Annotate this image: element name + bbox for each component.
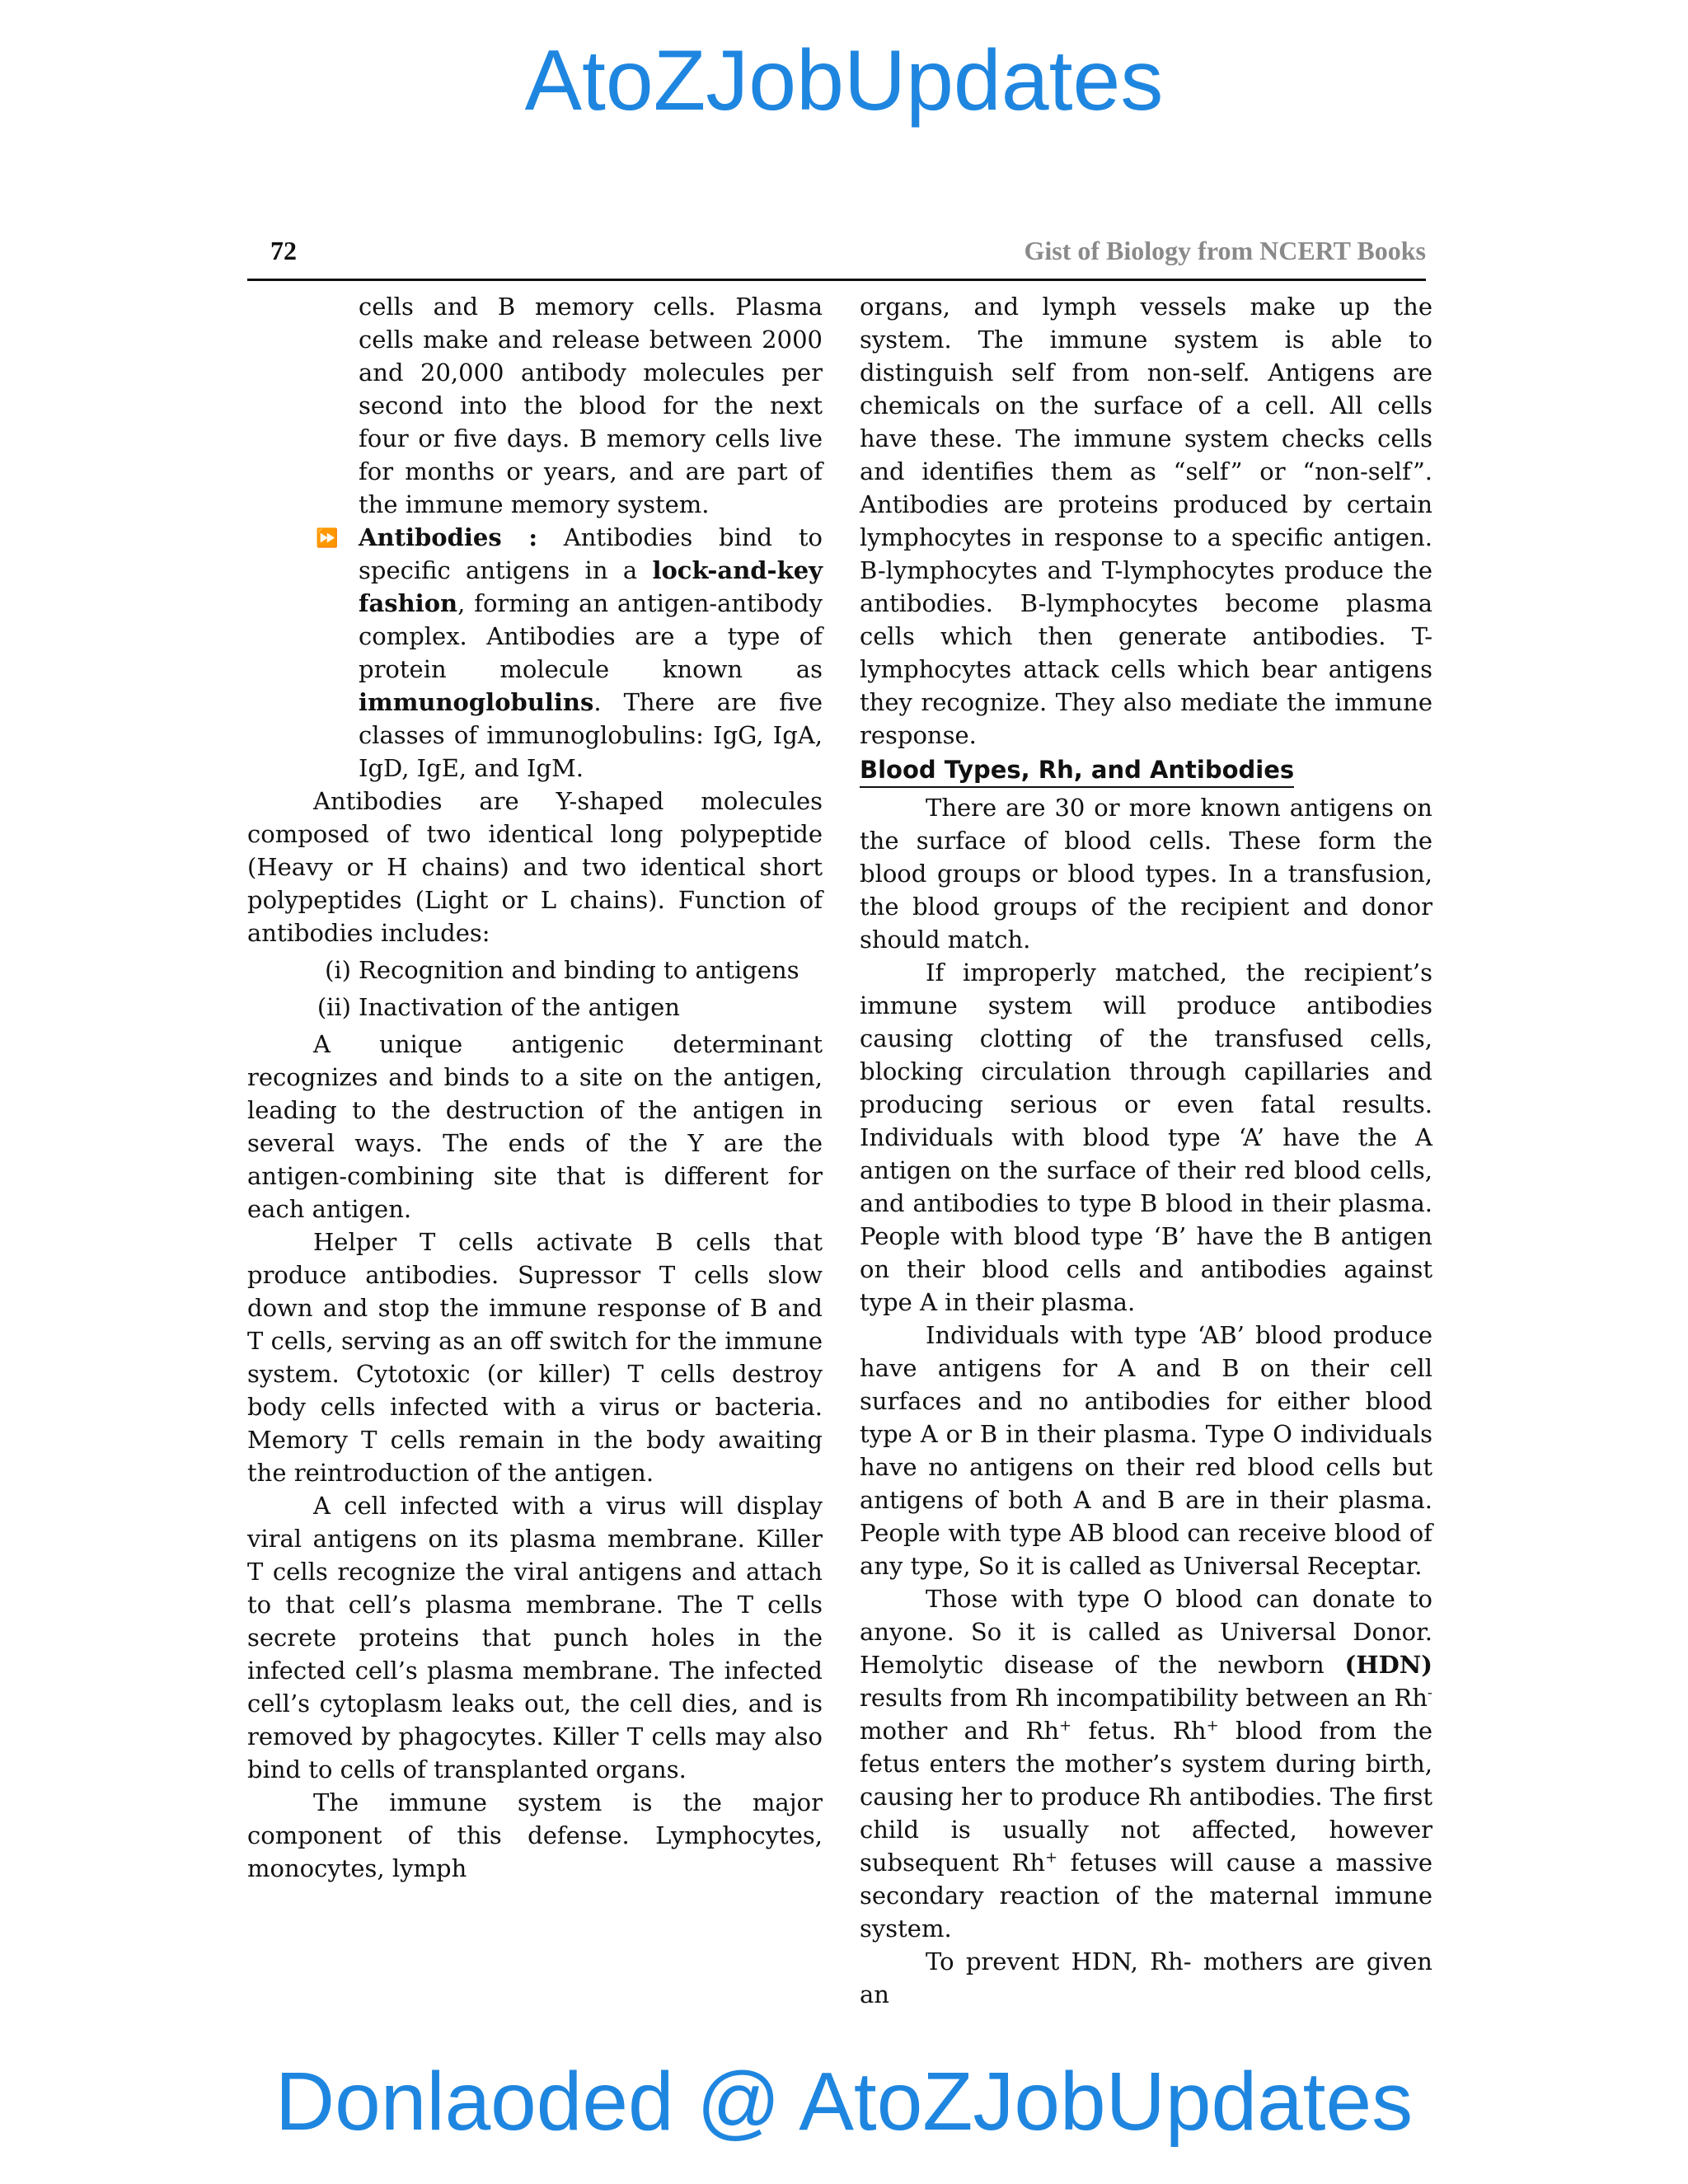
page-header [247,232,1426,281]
bullet-bold-term: immunoglobulins [359,688,594,716]
text-run: blood from the fetus enters the mother’s system during birth, causing her to produce Rh antibodies. The first child is usually not affected, however subsequent Rh [860,1717,1432,1877]
text-run: fetuses will cause a massive secondary reaction of the maternal immune system. [860,1849,1432,1943]
list-text: Inactivation of the antigen [359,993,680,1021]
paragraph-infected-cell: A cell infected with a virus will display viral antigens on its plasma membrane. Killer T cells recognize the viral antigens and attach to that cell’s plasma membrane. The T cells secrete proteins that punch holes in the infected cell’s plasma membrane. The infected cell’s cytoplasm leaks out, the cell dies, and is removed by phagocytes. Killer T cells may also bind to cells of transplanted organs. [247,1492,823,1783]
text-run: fetus. Rh [1071,1717,1207,1745]
bullet-text: , forming an antigen-antibody complex. Antibodies are a type of protein molecule known as [359,589,823,683]
list-number: (ii) [316,993,351,1021]
right-column [860,290,1432,2011]
paragraph-blood-antigens: There are 30 or more known antigens on the surface of blood cells. These form the blood groups or blood types. In a transfusion, the blood groups of the recipient and donor should match. [860,794,1432,954]
running-title: Gist of Biology from NCERT Books [1024,236,1426,265]
superscript: + [1206,1717,1219,1735]
text-run: Those with type O blood can donate to anyone. So it is called as Universal Donor. Hemolytic disease of the newborn [860,1585,1432,1679]
watermark-bottom: Donlaoded @ AtoZJobUpdates [274,2055,1414,2148]
paragraph-immune-system: The immune system is the major component of this defense. Lymphocytes, monocytes, lymph [247,1788,823,1882]
bullet-label: Antibodies : [359,523,538,551]
list-item [247,991,823,1024]
page-number: 72 [270,236,297,265]
superscript: + [1045,1849,1058,1867]
list-text: Recognition and binding to antigens [359,956,799,984]
paragraph-prevent-hdn: To prevent HDN, Rh- mothers are given an [860,1947,1432,2008]
text-run: mother and Rh [860,1717,1059,1745]
bullet-text: Antibodies bind to specific antigens in a [359,523,823,584]
paragraph-immune-system-cont: organs, and lymph vessels make up the system. The immune system is able to distinguish self from non-self. Antigens are chemicals on the surface of a cell. All cells have these. The immune system checks cells and identifies them as “self” or “non-self”. Antibodies are proteins produced by certain lymphocytes in response to a specific antigen. B-lymphocytes and T-lymphocytes produce the antibodies. B-lymphocytes become plasma cells which then generate antibodies. T-lymphocytes attack cells which bear antigens they recognize. They also mediate the immune response. [860,293,1432,749]
superscript: - [1427,1684,1432,1702]
watermark-top: AtoZJobUpdates [524,33,1164,129]
superscript: + [1059,1717,1072,1735]
paragraph-antibody-structure: Antibodies are Y-shaped molecules composed of two identical long polypeptide (Heavy or H chains) and two identical short polypeptides (Light or L chains). Function of antibodies includes: [247,787,823,947]
bullet-bold-term: lock-and-key fashion [359,556,823,617]
paragraph-antigenic-determinant: A unique antigenic determinant recognizes and binds to a site on the antigen, leading to the destruction of the antigen in several ways. The ends of the Y are the antigen-combining site that is different for each antigen. [247,1030,823,1223]
paragraph-t-cells: Helper T cells activate B cells that produce antibodies. Supressor T cells slow down and stop the immune response of B and T cells, serving as an off switch for the immune system. Cytotoxic (or killer) T cells destroy body cells infected with a virus or bacteria. Memory T cells remain in the body awaiting the reintroduction of the antigen. [247,1228,823,1487]
list-number: (i) [325,956,351,984]
text-run: results from Rh incompatibility between an Rh [860,1684,1428,1712]
paragraph-mismatch: If improperly matched, the recipient’s immune system will produce antibodies causing clotting of the transfused cells, blocking circulation through capillaries and producing serious or even fatal results. Individuals with blood type ‘A’ have the A antigen on the surface of their red blood cells, and antibodies to type B blood in their plasma. People with blood type ‘B’ have the B antigen on their blood cells and antibodies against type A in their plasma. [860,958,1432,1316]
left-column [247,290,823,1885]
bullet-text: . There are five classes of immunoglobulins: IgG, IgA, IgD, IgE, and IgM. [359,688,823,782]
double-arrow-bullet-icon: ⏩ [316,528,339,549]
section-heading: Blood Types, Rh, and Antibodies [860,753,1294,788]
bullet-antibodies [247,521,823,785]
paragraph-ab-type: Individuals with type ‘AB’ blood produce have antigens for A and B on their cell surfaces and no antibodies for either blood type A or B in their plasma. Type O individuals have no antigens on their red blood cells but antigens of both A and B are in their plasma. People with type AB blood can receive blood of any type, So it is called as Universal Receptar. [860,1321,1432,1580]
hdn-bold-term: (HDN) [1344,1651,1432,1679]
list-item [247,954,823,987]
paragraph-plasma-cells: cells and B memory cells. Plasma cells make and release between 2000 and 20,000 antibody molecules per second into the blood for the next four or five days. B memory cells live for months or years, and are part of the immune memory system. [359,293,823,518]
paragraph-hdn [860,1582,1432,1945]
